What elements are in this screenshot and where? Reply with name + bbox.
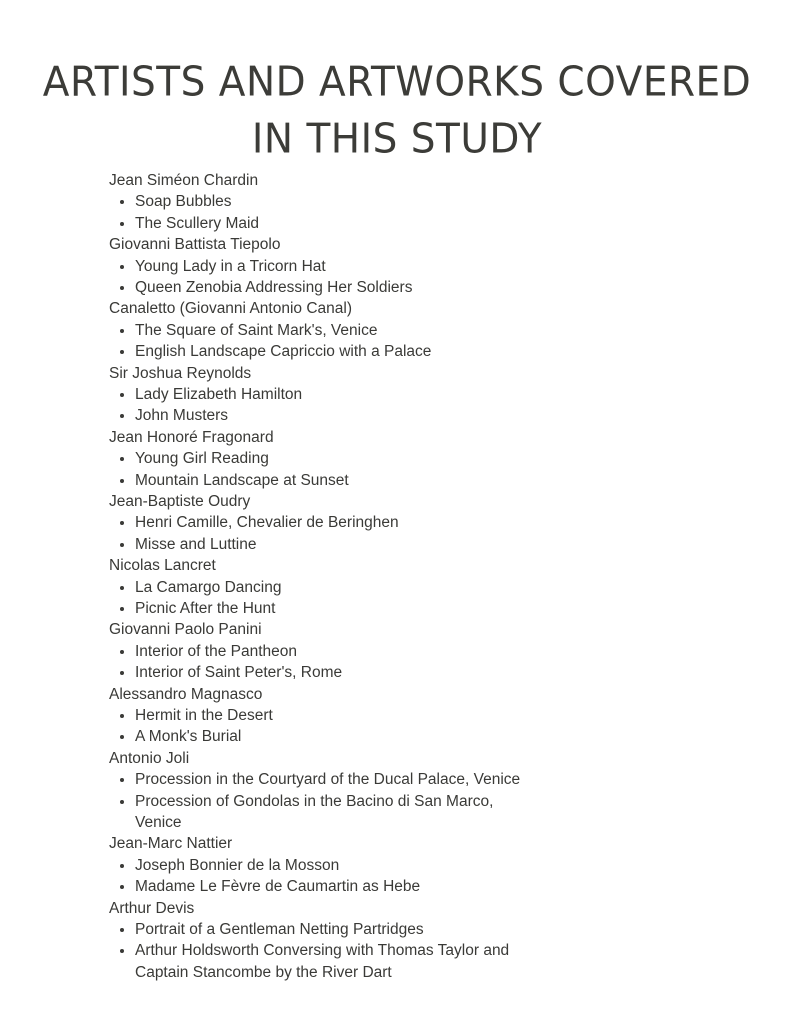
- artwork-item: [135, 876, 535, 897]
- artist-entry: [109, 298, 769, 362]
- artist-name: Giovanni Battista Tiepolo: [109, 236, 281, 254]
- artist-entry: [109, 491, 769, 555]
- artwork-item: [135, 791, 535, 834]
- artwork-item: [135, 940, 535, 983]
- artist-entry: [109, 619, 769, 683]
- artwork-item: [135, 641, 535, 662]
- artwork-list: [109, 320, 769, 363]
- artwork-title: John Musters: [135, 407, 229, 425]
- artwork-list: [109, 256, 769, 299]
- artwork-list: [109, 448, 769, 491]
- artist-name: Jean-Baptiste Oudry: [109, 493, 251, 511]
- artwork-title: Young Girl Reading: [135, 450, 269, 468]
- artwork-title: Interior of the Pantheon: [135, 642, 298, 660]
- artist-list: [109, 170, 769, 983]
- artist-entry: [109, 898, 769, 984]
- artist-name: Sir Joshua Reynolds: [109, 364, 252, 382]
- artwork-title: Interior of Saint Peter's, Rome: [135, 664, 343, 682]
- artist-entry: [109, 427, 769, 491]
- artist-entry: [109, 748, 769, 834]
- artist-entry: [109, 555, 769, 619]
- artwork-title: Joseph Bonnier de la Mosson: [135, 856, 340, 874]
- artwork-title: Lady Elizabeth Hamilton: [135, 386, 303, 403]
- artwork-item: [135, 341, 535, 362]
- artwork-title: Mountain Landscape at Sunset: [135, 471, 349, 489]
- artwork-list: [109, 384, 769, 427]
- artist-name: Giovanni Paolo Panini: [109, 621, 262, 639]
- artwork-title: Young Lady in a Tricorn Hat: [135, 257, 326, 275]
- artwork-list: [109, 191, 769, 234]
- artwork-title: Procession in the Courtyard of the Ducal Palace, Venice: [135, 771, 521, 789]
- artwork-item: [135, 662, 535, 683]
- artwork-item: [135, 512, 535, 533]
- page-title: [0, 54, 794, 168]
- artwork-list: [109, 855, 769, 898]
- artwork-list: [109, 769, 769, 833]
- artwork-title: Henri Camille, Chevalier de Beringhen: [135, 514, 399, 532]
- artwork-item: [135, 277, 535, 298]
- artist-entry: [109, 234, 769, 298]
- artist-name: Jean Honoré Fragonard: [109, 428, 274, 446]
- artwork-title: Soap Bubbles: [135, 193, 232, 211]
- artwork-item: [135, 448, 535, 469]
- artwork-item: [135, 213, 535, 234]
- artwork-item: [135, 919, 535, 940]
- artist-name: Arthur Devis: [109, 899, 195, 917]
- artist-name: Jean Siméon Chardin: [109, 172, 259, 189]
- artwork-item: [135, 705, 535, 726]
- artwork-item: [135, 598, 535, 619]
- artwork-list: [109, 577, 769, 620]
- artwork-list: [109, 512, 769, 555]
- artwork-item: [135, 191, 535, 212]
- artwork-title: Hermit in the Desert: [135, 707, 273, 725]
- artwork-item: [135, 405, 535, 426]
- artwork-title: The Square of Saint Mark's, Venice: [135, 321, 378, 339]
- page-title-line-1: ARTISTS AND ARTWORKS COVERED: [42, 58, 752, 107]
- page-title-line-2: IN THIS STUDY: [251, 115, 543, 164]
- artwork-title: A Monk's Burial: [135, 728, 242, 746]
- artist-name: Nicolas Lancret: [109, 557, 216, 575]
- artwork-title: Picnic After the Hunt: [135, 600, 276, 618]
- artwork-title: Procession of Gondolas in the Bacino di San Marco, Venice: [135, 792, 494, 832]
- artwork-list: [109, 641, 769, 684]
- artist-name: Antonio Joli: [109, 749, 190, 767]
- artwork-item: [135, 577, 535, 598]
- artist-entry: [109, 833, 769, 897]
- artwork-item: [135, 384, 535, 405]
- artwork-title: Madame Le Fèvre de Caumartin as Hebe: [135, 878, 421, 896]
- artwork-item: [135, 470, 535, 491]
- artwork-title: English Landscape Capriccio with a Palace: [135, 343, 432, 361]
- artwork-title: Arthur Holdsworth Conversing with Thomas Taylor and Captain Stancombe by the River Dart: [135, 942, 510, 981]
- artwork-item: [135, 320, 535, 341]
- artwork-item: [135, 534, 535, 555]
- artist-entry: [109, 684, 769, 748]
- artwork-item: [135, 769, 535, 790]
- artwork-title: The Scullery Maid: [135, 214, 260, 232]
- artwork-item: [135, 855, 535, 876]
- artist-name: Jean-Marc Nattier: [109, 835, 233, 853]
- artwork-list: [109, 705, 769, 748]
- artwork-list: [109, 919, 769, 983]
- artwork-item: [135, 726, 535, 747]
- artwork-title: Portrait of a Gentleman Netting Partridges: [135, 921, 424, 939]
- artwork-title: Misse and Luttine: [135, 535, 257, 553]
- artist-name: Alessandro Magnasco: [109, 685, 263, 703]
- artwork-title: La Camargo Dancing: [135, 578, 282, 596]
- artist-entry: [109, 170, 769, 234]
- artwork-title: Queen Zenobia Addressing Her Soldiers: [135, 279, 413, 296]
- artist-entry: [109, 363, 769, 427]
- artwork-item: [135, 256, 535, 277]
- artist-name: Canaletto (Giovanni Antonio Canal): [109, 300, 352, 318]
